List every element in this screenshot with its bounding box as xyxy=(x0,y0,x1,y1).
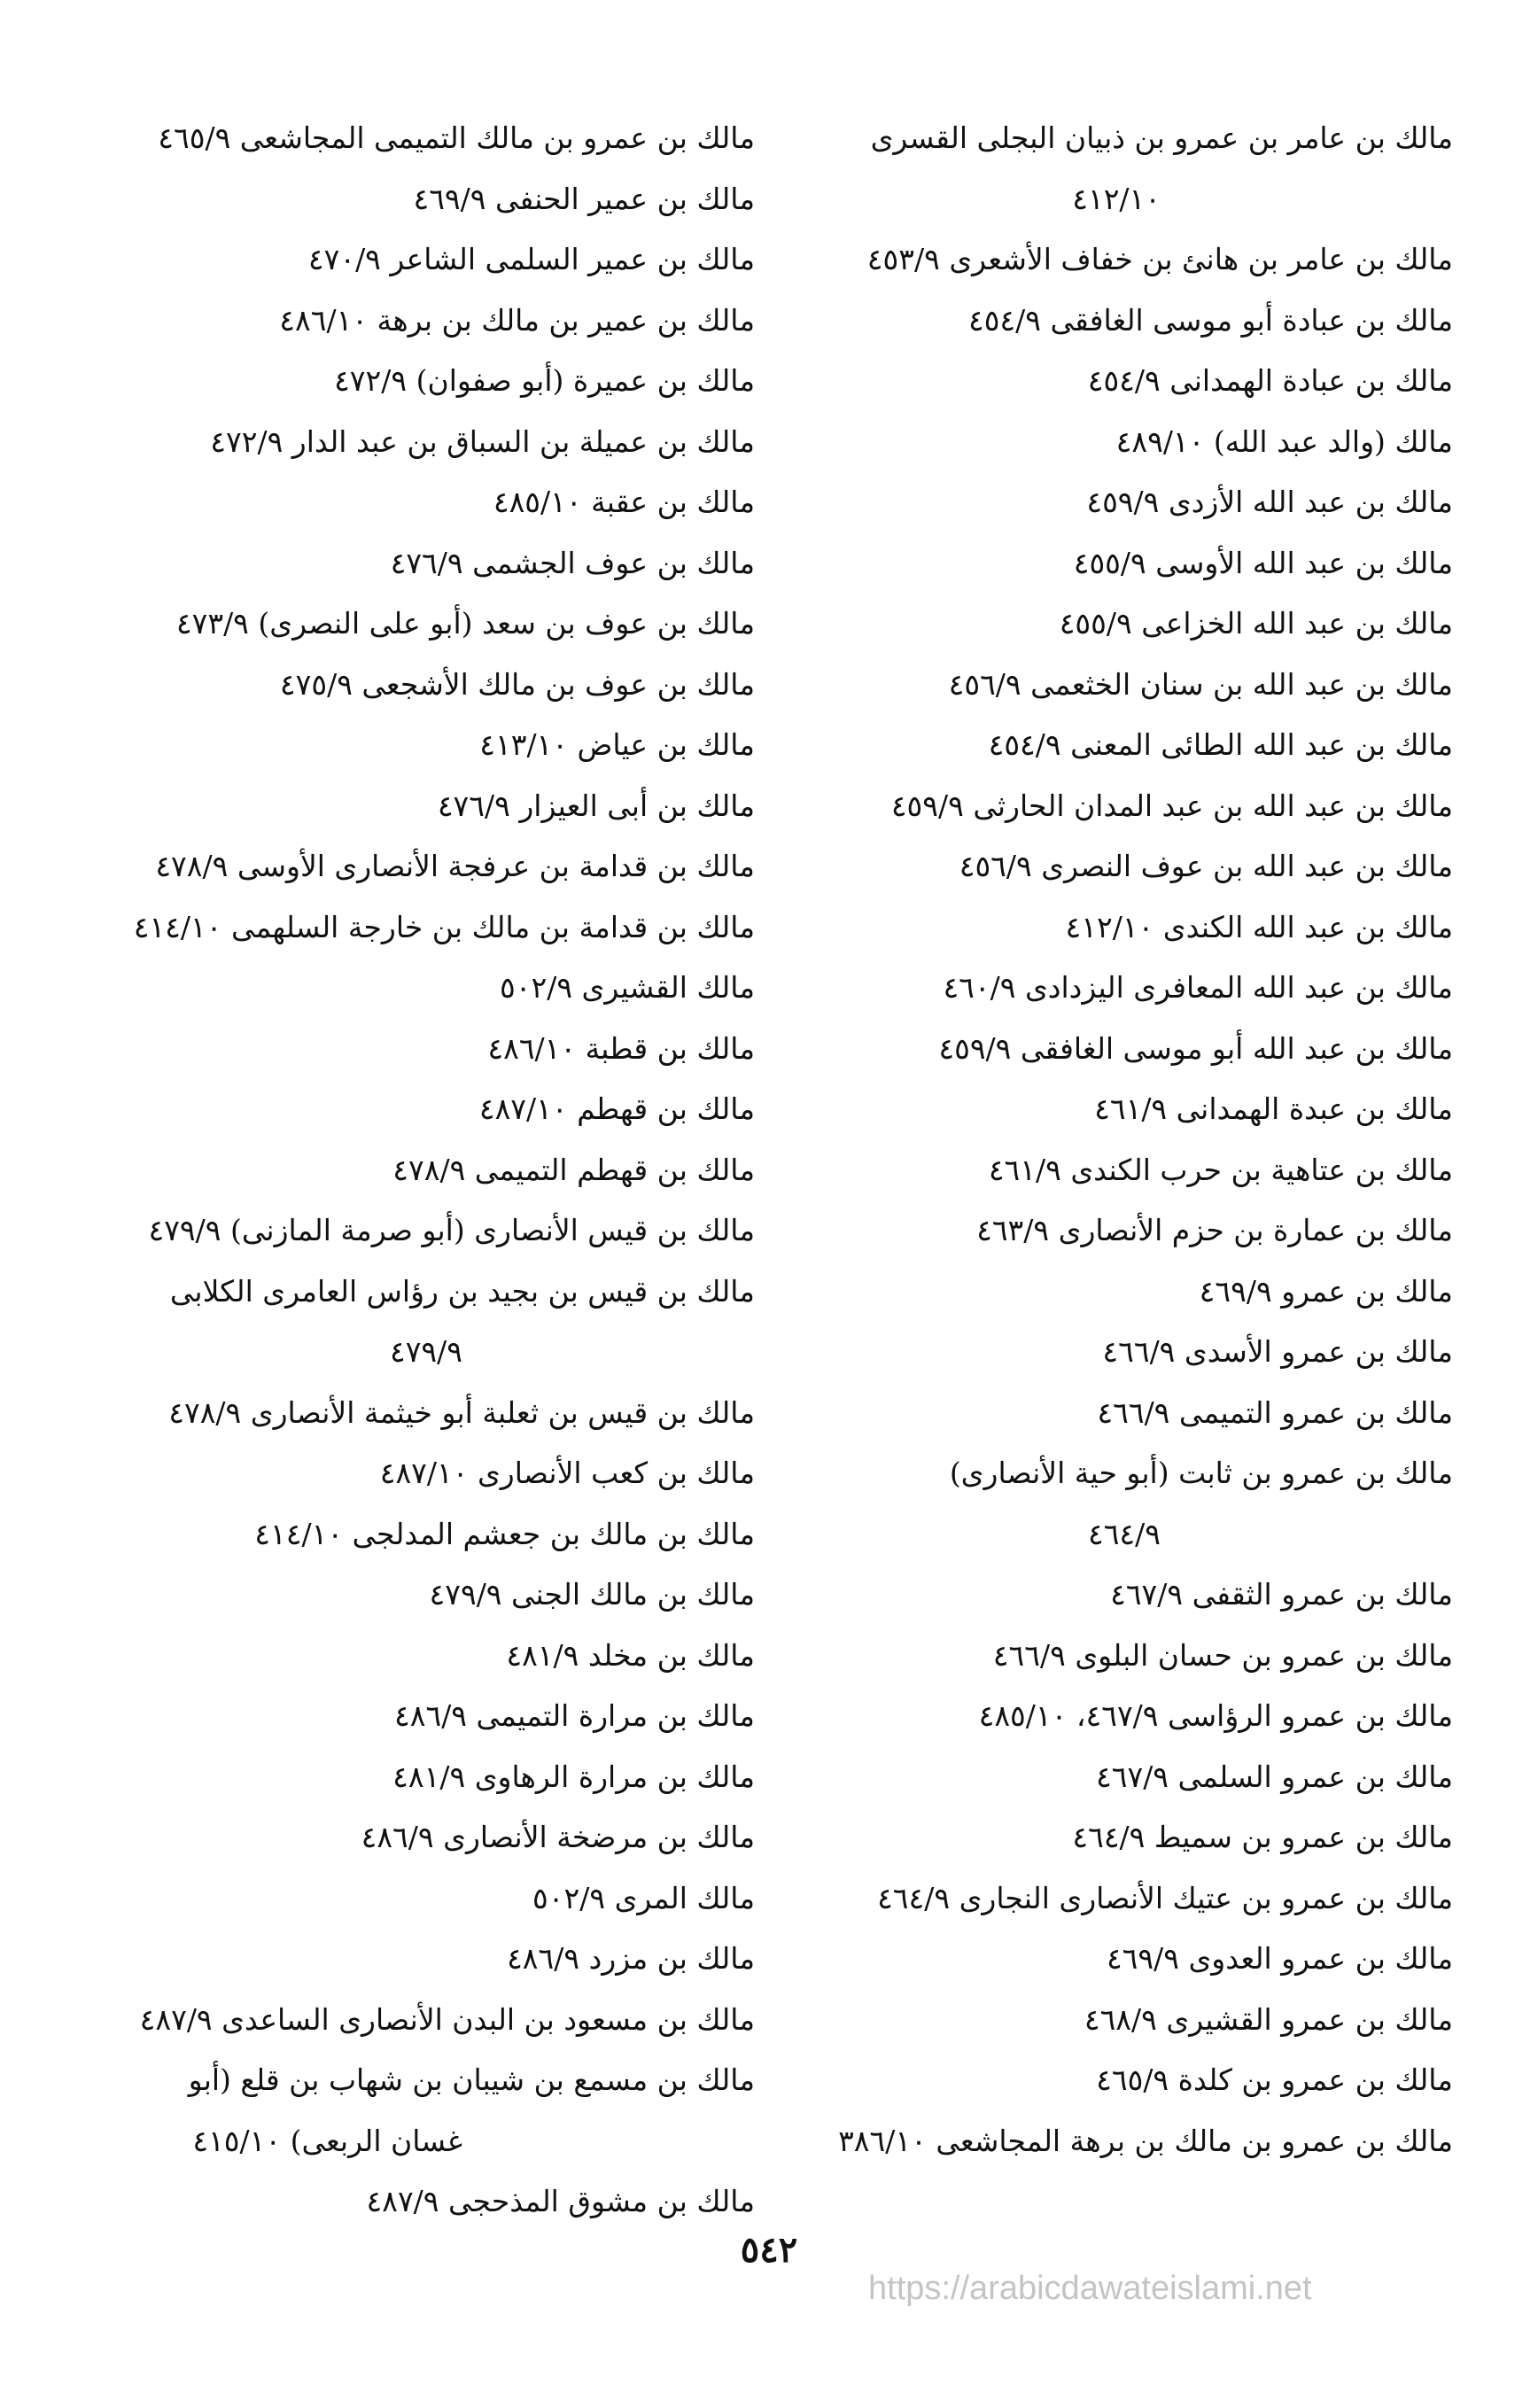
index-entry xyxy=(82,1504,755,1565)
index-entry xyxy=(780,1383,1453,1444)
entry-text: مالك بن قيس بن بجيد بن رؤاس العامرى الكلابى xyxy=(169,1273,755,1309)
entry-text: مالك بن عمرو بن مالك التميمى المجاشعى ٤٦٥/٩ xyxy=(158,120,755,155)
index-entry xyxy=(82,2171,755,2233)
index-entry xyxy=(82,291,755,352)
index-entry xyxy=(780,1322,1453,1383)
index-entry xyxy=(780,1079,1453,1140)
index-entry xyxy=(82,1443,755,1504)
index-entry xyxy=(780,836,1453,897)
entry-text: مالك بن عبد الله الأوسى ٤٥٥/٩ xyxy=(1073,545,1453,580)
index-entry xyxy=(780,229,1453,291)
index-entry xyxy=(780,1747,1453,1808)
index-entry xyxy=(82,655,755,716)
index-entry xyxy=(780,1929,1453,1990)
entry-text: مالك بن عقبة ٤٨٥/١٠ xyxy=(493,485,755,519)
entry-text: مالك بن عمرو ٤٦٩/٩ xyxy=(1199,1273,1453,1309)
entry-text: مالك بن عوف بن سعد (أبو على النصرى) ٤٧٣/٩ xyxy=(175,606,755,641)
entry-continuation: ٤٦٤/٩ xyxy=(1087,1516,1161,1551)
entry-text: مالك بن عوف بن مالك الأشجعى ٤٧٥/٩ xyxy=(279,666,755,702)
entry-text: مالك بن عمرو الثقفى ٤٦٧/٩ xyxy=(1110,1577,1453,1612)
index-entry xyxy=(780,655,1453,716)
entry-text: مالك بن عبادة الهمدانى ٤٥٤/٩ xyxy=(1087,363,1453,398)
entry-text: مالك بن قطبة ٤٨٦/١٠ xyxy=(487,1030,755,1066)
index-entry xyxy=(780,776,1453,837)
entry-text: مالك بن عبد الله الكندى ٤١٢/١٠ xyxy=(1065,909,1453,944)
index-entry xyxy=(82,2050,755,2171)
entry-text: مالك بن عبد الله المعافرى اليزدادى ٤٦٠/٩ xyxy=(943,970,1453,1005)
entry-text: مالك بن عمرو بن مالك بن برهة المجاشعى ٣٨٦/١٠ xyxy=(838,2123,1453,2158)
entry-text: مالك بن مرارة الرهاوى ٤٨١/٩ xyxy=(392,1759,755,1794)
index-entry xyxy=(82,472,755,533)
entry-text: مالك بن عمرو السلمى ٤٦٧/٩ xyxy=(1096,1759,1453,1794)
index-entry xyxy=(780,1990,1453,2051)
entry-text: مالك بن عبد الله بن عبد المدان الحارثى ٤٥٩/٩ xyxy=(890,788,1453,823)
entry-text: مالك بن عمير الحنفى ٤٦٩/٩ xyxy=(413,181,755,216)
entry-text: مالك المرى ٥٠٢/٩ xyxy=(532,1880,755,1915)
index-entry xyxy=(780,1626,1453,1687)
entry-text: مالك بن عميرة (أبو صفوان) ٤٧٢/٩ xyxy=(334,363,755,398)
entry-text: مالك بن مرارة التميمى ٤٨٦/٩ xyxy=(394,1698,755,1733)
entry-text: مالك بن عميلة بن السباق بن عبد الدار ٤٧٢/٩ xyxy=(210,423,755,459)
entry-text: مالك بن عمارة بن حزم الأنصارى ٤٦٣/٩ xyxy=(976,1213,1453,1247)
entry-text: مالك بن عبد الله الخزاعى ٤٥٥/٩ xyxy=(1059,606,1453,641)
entry-text: مالك بن قهطم التميمى ٤٧٨/٩ xyxy=(392,1152,755,1187)
watermark-url: https://arabicdawateislami.net xyxy=(868,2270,1312,2307)
index-entry xyxy=(780,412,1453,473)
index-entry xyxy=(780,715,1453,776)
index-entry xyxy=(82,533,755,594)
entry-text: مالك بن عمرو العدوى ٤٦٩/٩ xyxy=(1106,1941,1453,1976)
index-entry xyxy=(82,1686,755,1747)
page-number: ٥٤٢ xyxy=(740,2229,798,2271)
entry-text: مالك بن قهطم ٤٨٧/١٠ xyxy=(478,1091,755,1126)
index-entry xyxy=(82,836,755,897)
entry-text: مالك القشيرى ٥٠٢/٩ xyxy=(500,970,755,1005)
index-entry xyxy=(82,229,755,291)
index-entry xyxy=(82,958,755,1019)
entry-text: مالك بن مالك الجنى ٤٧٩/٩ xyxy=(429,1577,755,1612)
entry-continuation: ٤١٢/١٠ xyxy=(1072,181,1161,216)
entry-text: مالك بن قدامة بن مالك بن خارجة السلهمى ٤١٤/١٠ xyxy=(133,909,755,944)
entry-text: مالك بن عامر بن هانئ بن خفاف الأشعرى ٤٥٣/٩ xyxy=(866,242,1453,276)
entry-text: مالك بن عمير السلمى الشاعر ٤٧٠/٩ xyxy=(307,242,755,276)
index-entry xyxy=(82,1262,755,1383)
index-entry xyxy=(82,897,755,959)
index-entry xyxy=(780,958,1453,1019)
index-entry xyxy=(780,1443,1453,1565)
index-entry xyxy=(82,1626,755,1687)
index-column-left xyxy=(82,108,755,2233)
index-entry xyxy=(82,1140,755,1201)
index-entry xyxy=(780,1868,1453,1930)
index-column-right xyxy=(780,108,1453,2171)
index-entry xyxy=(780,1686,1453,1747)
entry-text: مالك بن عمرو الرؤاسى ٤٦٧/٩، ٤٨٥/١٠ xyxy=(978,1698,1453,1733)
entry-text: مالك بن عبدة الهمدانى ٤٦١/٩ xyxy=(1094,1091,1453,1126)
index-entry xyxy=(82,1079,755,1140)
index-entry xyxy=(82,776,755,837)
index-entry xyxy=(780,594,1453,655)
entry-text: مالك بن قيس بن ثعلبة أبو خيثمة الأنصارى ٤٧٨/٩ xyxy=(168,1394,755,1430)
entry-continuation: غسان الربعى) ٤١٥/١٠ xyxy=(192,2123,462,2158)
index-entry xyxy=(82,1019,755,1080)
entry-text: مالك بن مسمع بن شيبان بن شهاب بن قلع (أبو xyxy=(188,2062,755,2097)
index-entry xyxy=(82,1868,755,1930)
entry-text: مالك بن عبد الله بن عوف النصرى ٤٥٦/٩ xyxy=(959,849,1453,883)
entry-text: مالك بن عبد الله بن سنان الخثعمى ٤٥٦/٩ xyxy=(948,666,1453,702)
index-entry xyxy=(82,1383,755,1444)
index-entry xyxy=(780,1565,1453,1626)
index-entry xyxy=(780,1200,1453,1262)
entry-text: مالك بن قدامة بن عرفجة الأنصارى الأوسى ٤٧٨/٩ xyxy=(155,849,755,883)
index-entry xyxy=(780,897,1453,959)
entry-text: مالك بن مرضخة الأنصارى ٤٨٦/٩ xyxy=(361,1820,755,1854)
entry-text: مالك بن عمرو بن عتيك الأنصارى النجارى ٤٦٤/٩ xyxy=(877,1880,1453,1915)
index-entry xyxy=(82,351,755,412)
index-entry xyxy=(82,1990,755,2051)
entry-text: مالك بن عبد الله أبو موسى الغافقى ٤٥٩/٩ xyxy=(938,1030,1453,1066)
entry-text: مالك بن عبادة أبو موسى الغافقى ٤٥٤/٩ xyxy=(967,302,1453,338)
entry-text: مالك بن مخلد ٤٨١/٩ xyxy=(506,1637,755,1673)
entry-text: مالك بن عمرو التميمى ٤٦٦/٩ xyxy=(1097,1394,1453,1430)
entry-text: مالك بن عمرو بن حسان البلوى ٤٦٦/٩ xyxy=(992,1637,1453,1673)
entry-text: مالك بن عمرو بن سميط ٤٦٤/٩ xyxy=(1072,1820,1453,1854)
index-entry xyxy=(82,1200,755,1262)
index-entry xyxy=(82,1565,755,1626)
entry-text: مالك بن عوف الجشمى ٤٧٦/٩ xyxy=(390,545,755,580)
index-entry xyxy=(82,412,755,473)
index-entry xyxy=(780,1019,1453,1080)
entry-text: مالك (والد عبد الله) ٤٨٩/١٠ xyxy=(1115,423,1453,459)
entry-text: مالك بن مالك بن جعشم المدلجى ٤١٤/١٠ xyxy=(254,1516,755,1551)
entry-text: مالك بن أبى العيزار ٤٧٦/٩ xyxy=(437,788,755,823)
index-entry xyxy=(780,1140,1453,1201)
index-entry xyxy=(780,2111,1453,2172)
entry-text: مالك بن عبد الله الأزدى ٤٥٩/٩ xyxy=(1086,485,1453,519)
entry-text: مالك بن مشوق المذحجى ٤٨٧/٩ xyxy=(366,2184,755,2218)
entry-text: مالك بن عمرو القشيرى ٤٦٨/٩ xyxy=(1084,2001,1453,2037)
index-entry xyxy=(82,1929,755,1990)
entry-text: مالك بن عمرو بن ثابت (أبو حية الأنصارى) xyxy=(949,1456,1453,1490)
index-entry xyxy=(82,108,755,169)
entry-continuation: ٤٧٩/٩ xyxy=(389,1334,462,1369)
entry-text: مالك بن قيس الأنصارى (أبو صرمة المازنى) ٤٧٩/٩ xyxy=(148,1213,755,1247)
entry-text: مالك بن عمرو الأسدى ٤٦٦/٩ xyxy=(1102,1334,1453,1369)
entry-text: مالك بن عبد الله الطائى المعنى ٤٥٤/٩ xyxy=(988,727,1453,762)
entry-text: مالك بن مسعود بن البدن الأنصارى الساعدى ٤٨٧/٩ xyxy=(139,2001,755,2037)
index-entry xyxy=(780,351,1453,412)
index-entry xyxy=(82,1747,755,1808)
index-entry xyxy=(82,715,755,776)
index-entry xyxy=(780,472,1453,533)
index-entry xyxy=(780,533,1453,594)
entry-text: مالك بن عمير بن مالك بن برهة ٤٨٦/١٠ xyxy=(279,302,755,338)
entry-text: مالك بن عامر بن عمرو بن ذبيان البجلى القسرى xyxy=(870,120,1453,155)
index-entry xyxy=(780,1807,1453,1868)
entry-text: مالك بن عياض ٤١٣/١٠ xyxy=(479,727,755,762)
entry-text: مالك بن كعب الأنصارى ٤٨٧/١٠ xyxy=(379,1456,755,1490)
index-entry xyxy=(82,1807,755,1868)
index-entry xyxy=(780,108,1453,229)
index-entry xyxy=(82,169,755,230)
index-entry xyxy=(82,594,755,655)
entry-text: مالك بن عتاهية بن حرب الكندى ٤٦١/٩ xyxy=(988,1152,1453,1187)
index-entry xyxy=(780,291,1453,352)
index-entry xyxy=(780,2050,1453,2111)
entry-text: مالك بن عمرو بن كلدة ٤٦٥/٩ xyxy=(1096,2062,1453,2097)
index-entry xyxy=(780,1262,1453,1323)
entry-text: مالك بن مزرد ٤٨٦/٩ xyxy=(507,1941,755,1976)
